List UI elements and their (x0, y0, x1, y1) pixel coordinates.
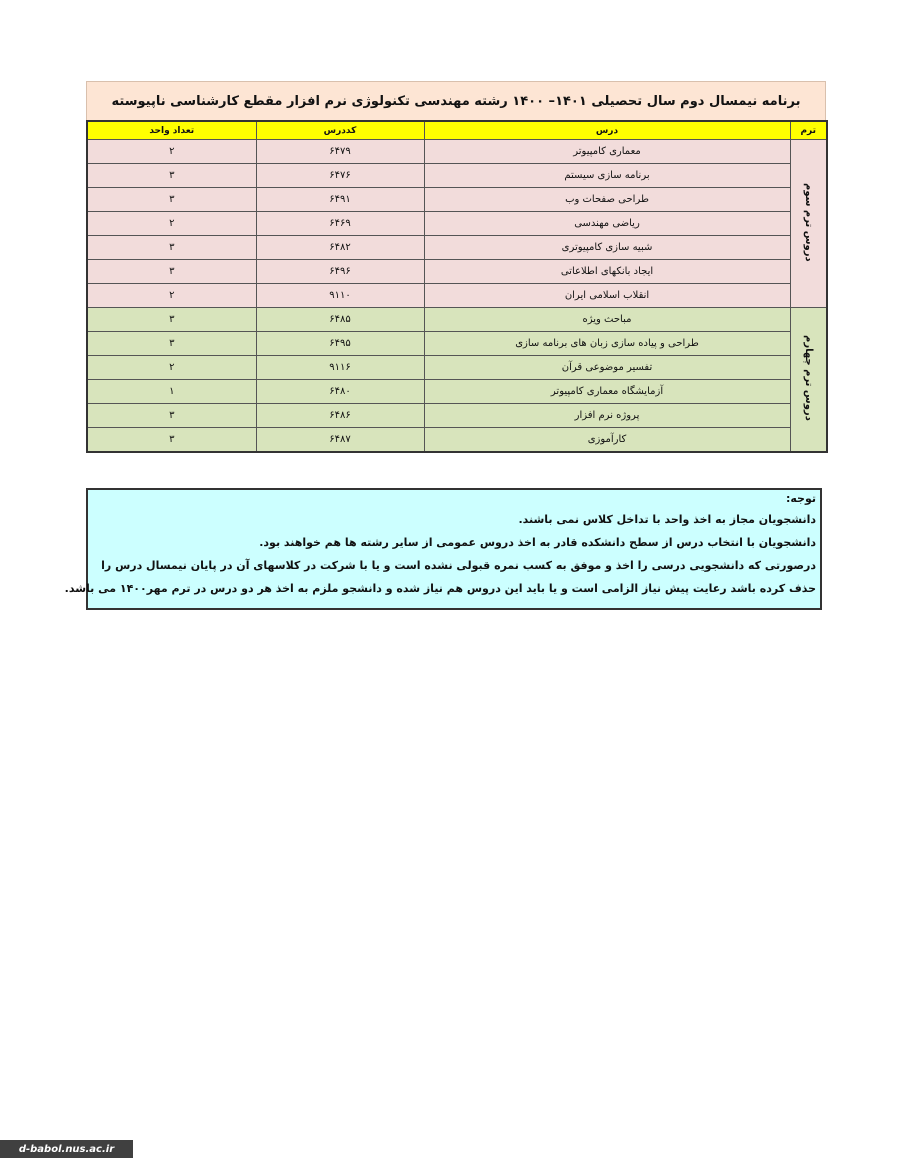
course-units: ۳ (87, 404, 256, 428)
notice-line: درصورتی که دانشجویی درسی را اخذ و موفق به کسب نمره قبولی نشده است و یا با شرکت در کلاسهای آن در پایان نیمسال درس را (101, 559, 816, 572)
table-row (87, 140, 827, 164)
table-row (87, 164, 827, 188)
course-units: ۳ (87, 188, 256, 212)
course-code: ۶۴۹۱ (256, 188, 424, 212)
table-row (87, 332, 827, 356)
course-units: ۳ (87, 236, 256, 260)
header-course: درس (424, 121, 790, 140)
course-name: کارآموزی (424, 428, 790, 453)
table-row (87, 212, 827, 236)
course-units: ۳ (87, 308, 256, 332)
course-name: ایجاد بانکهای اطلاعاتی (424, 260, 790, 284)
table-row (87, 308, 827, 332)
course-name: برنامه سازی سیستم (424, 164, 790, 188)
course-code: ۶۴۸۲ (256, 236, 424, 260)
course-units: ۳ (87, 164, 256, 188)
course-code: ۶۴۸۶ (256, 404, 424, 428)
course-code: ۶۴۷۹ (256, 140, 424, 164)
site-footer-link[interactable]: d-babol.nus.ac.ir (0, 1140, 133, 1158)
course-code: ۶۴۹۵ (256, 332, 424, 356)
notice-heading: توجه: (785, 492, 816, 505)
table-row (87, 236, 827, 260)
course-name: مباحث ویژه (424, 308, 790, 332)
table-row (87, 380, 827, 404)
course-units: ۱ (87, 380, 256, 404)
course-code: ۶۴۸۵ (256, 308, 424, 332)
table-header-row (87, 121, 827, 140)
notice-line: حذف کرده باشد رعایت پیش نیاز الزامی است و یا باید این دروس هم نیاز شده و دانشجو ملزم به اخذ هر دو درس در ترم مهر۱۴۰۰ می باشد. (64, 582, 816, 595)
term-3-label: دروس ترم سوم (790, 140, 827, 308)
schedule-sheet (86, 81, 826, 453)
course-name: طراحی صفحات وب (424, 188, 790, 212)
header-code: کددرس (256, 121, 424, 140)
course-code: ۶۴۸۰ (256, 380, 424, 404)
course-units: ۳ (87, 428, 256, 453)
course-units: ۲ (87, 356, 256, 380)
course-units: ۲ (87, 284, 256, 308)
course-code: ۶۴۹۶ (256, 260, 424, 284)
notice-line: دانشجویان با انتخاب درس از سطح دانشکده قادر به اخذ دروس عمومی از سایر رشته ها هم خواهند بود. (259, 536, 816, 549)
course-table (86, 120, 828, 453)
table-row (87, 356, 827, 380)
course-name: معماری کامپیوتر (424, 140, 790, 164)
course-units: ۲ (87, 212, 256, 236)
course-name: ریاضی مهندسی (424, 212, 790, 236)
course-code: ۶۴۶۹ (256, 212, 424, 236)
table-row (87, 188, 827, 212)
notice-box (64, 488, 822, 610)
course-code: ۹۱۱۰ (256, 284, 424, 308)
course-name: پروژه نرم افزار (424, 404, 790, 428)
table-row (87, 284, 827, 308)
course-code: ۶۴۸۷ (256, 428, 424, 453)
page-title: برنامه نیمسال دوم سال تحصیلی ۱۴۰۱– ۱۴۰۰ رشته مهندسی تکنولوژی نرم افزار مقطع کارشناسی ناپیوسته (86, 81, 826, 120)
course-units: ۳ (87, 260, 256, 284)
course-name: انقلاب اسلامی ایران (424, 284, 790, 308)
course-name: شبیه سازی کامپیوتری (424, 236, 790, 260)
header-units: تعداد واحد (87, 121, 256, 140)
course-name: تفسیر موضوعی قرآن (424, 356, 790, 380)
course-code: ۶۴۷۶ (256, 164, 424, 188)
table-row (87, 428, 827, 453)
course-name: آزمایشگاه معماری کامپیوتر (424, 380, 790, 404)
table-row (87, 260, 827, 284)
header-term: ترم (790, 121, 827, 140)
course-units: ۳ (87, 332, 256, 356)
notice-line: دانشجویان مجاز به اخذ واحد با تداخل کلاس نمی باشند. (518, 513, 816, 526)
course-code: ۹۱۱۶ (256, 356, 424, 380)
course-name: طراحی و پیاده سازی زبان های برنامه سازی (424, 332, 790, 356)
course-units: ۲ (87, 140, 256, 164)
table-row (87, 404, 827, 428)
term-4-label: دروس ترم چهارم (790, 308, 827, 453)
